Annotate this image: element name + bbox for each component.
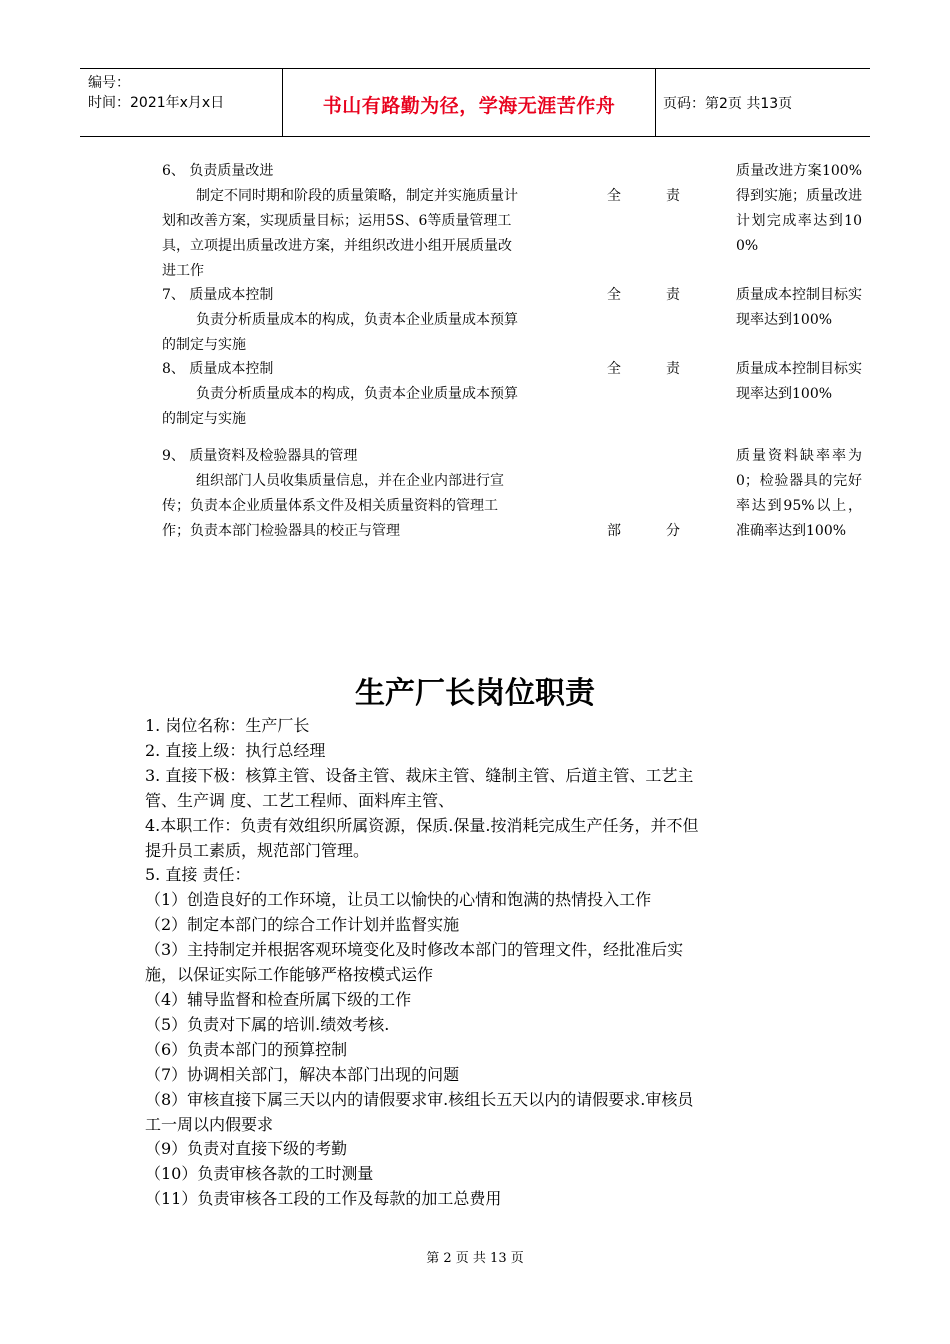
duty-degree: 责 bbox=[666, 188, 680, 204]
body-line: 5. 直接 责任： bbox=[145, 865, 251, 885]
section-body bbox=[145, 714, 805, 1212]
duty-line: 进工作 bbox=[162, 263, 204, 279]
header-divider bbox=[655, 69, 656, 136]
date-label: 时间：2021年x月x日 bbox=[88, 95, 225, 111]
duty-heading: 9、 质量资料及检验器具的管理 bbox=[162, 448, 358, 464]
body-line: 1. 岗位名称：生产厂长 bbox=[145, 716, 310, 735]
duty-degree: 全 bbox=[607, 361, 621, 377]
body-line: 3. 直接下极：核算主管、设备主管、裁床主管、缝制主管、后道主管、工艺主 bbox=[145, 765, 694, 785]
duty-line: 负责分析质量成本的构成，负责本企业质量成本预算 bbox=[196, 312, 518, 328]
body-line: 提升员工素质，规范部门管理。 bbox=[145, 840, 370, 860]
duty-line: 组织部门人员收集质量信息，并在企业内部进行宣 bbox=[196, 473, 504, 489]
page-footer: 第 2 页 共 13 页 bbox=[426, 1251, 524, 1266]
page-header bbox=[80, 68, 870, 137]
duty-standard: 质量成本控制目标实现率达到100% bbox=[736, 361, 862, 402]
body-line: （1）创造良好的工作环境，让员工以愉快的心情和饱满的热情投入工作 bbox=[145, 890, 652, 910]
duty-item-6 bbox=[162, 159, 590, 284]
body-line: （4）辅导监督和检查所属下级的工作 bbox=[145, 989, 412, 1009]
duty-line: 传；负责本企业质量体系文件及相关质量资料的管理工 bbox=[162, 498, 498, 514]
duty-line: 具，立项提出质量改进方案，并组织改进小组开展质量改 bbox=[162, 238, 512, 254]
body-line: （5）负责对下属的培训.绩效考核. bbox=[145, 1014, 390, 1034]
header-motto: 书山有路勤为径，学海无涯苦作舟 bbox=[322, 95, 616, 117]
duty-standard: 质量成本控制目标实现率达到100% bbox=[736, 287, 862, 328]
duty-line: 制定不同时期和阶段的质量策略，制定并实施质量计 bbox=[196, 188, 518, 204]
duty-degree: 责 bbox=[666, 287, 680, 303]
duty-heading: 7、 质量成本控制 bbox=[162, 287, 274, 303]
duty-line: 的制定与实施 bbox=[162, 411, 246, 427]
body-line: （8）审核直接下属三天以内的请假要求审.核组长五天以内的请假要求.审核员 bbox=[145, 1089, 694, 1109]
duty-line: 划和改善方案，实现质量目标；运用5S、6等质量管理工 bbox=[162, 213, 512, 229]
duty-line: 负责分析质量成本的构成，负责本企业质量成本预算 bbox=[196, 386, 518, 402]
body-line: （10）负责审核各款的工时测量 bbox=[145, 1164, 374, 1184]
code-label: 编号： bbox=[88, 75, 130, 91]
body-line: （11）负责审核各工段的工作及每款的加工总费用 bbox=[145, 1189, 502, 1209]
duty-heading: 8、 质量成本控制 bbox=[162, 361, 274, 377]
duty-item-7 bbox=[162, 283, 590, 358]
body-line: 工一周以内假要求 bbox=[145, 1114, 274, 1134]
duty-degree: 责 bbox=[666, 361, 680, 377]
duty-item-8 bbox=[162, 357, 590, 432]
duty-standard: 质量资料缺率率为0；检验器具的完好率达到95%以上，准确率达到100% bbox=[736, 448, 862, 539]
duty-degree: 部 bbox=[607, 523, 621, 539]
duty-degree: 分 bbox=[666, 523, 680, 539]
body-line: 4.本职工作：负责有效组织所属资源，保质.保量.按消耗完成生产任务，并不但 bbox=[145, 815, 699, 835]
body-line: （7）协调相关部门，解决本部门出现的问题 bbox=[145, 1064, 460, 1084]
body-line: （2）制定本部门的综合工作计划并监督实施 bbox=[145, 915, 460, 935]
duty-heading: 6、 负责质量改进 bbox=[162, 163, 274, 179]
body-line: （3）主持制定并根据客观环境变化及时修改本部门的管理文件，经批准后实 bbox=[145, 940, 684, 960]
duty-standard: 质量改进方案100%得到实施；质量改进计划完成率达到100% bbox=[736, 163, 862, 254]
duty-line: 作；负责本部门检验器具的校正与管理 bbox=[162, 523, 400, 539]
body-line: 2. 直接上级：执行总经理 bbox=[145, 740, 326, 760]
body-line: （6）负责本部门的预算控制 bbox=[145, 1039, 348, 1059]
duty-degree: 全 bbox=[607, 188, 621, 204]
header-page-label: 页码：第2页 共13页 bbox=[663, 96, 793, 112]
duty-item-9 bbox=[162, 444, 590, 544]
section-title: 生产厂长岗位职责 bbox=[355, 676, 595, 711]
body-line: 施，以保证实际工作能够严格按模式运作 bbox=[145, 965, 434, 985]
duty-degree: 全 bbox=[607, 287, 621, 303]
duty-line: 的制定与实施 bbox=[162, 337, 246, 353]
header-meta bbox=[88, 73, 224, 113]
body-line: （9）负责对直接下级的考勤 bbox=[145, 1139, 348, 1159]
body-line: 管、生产调 度、工艺工程师、面料库主管、 bbox=[145, 790, 455, 810]
